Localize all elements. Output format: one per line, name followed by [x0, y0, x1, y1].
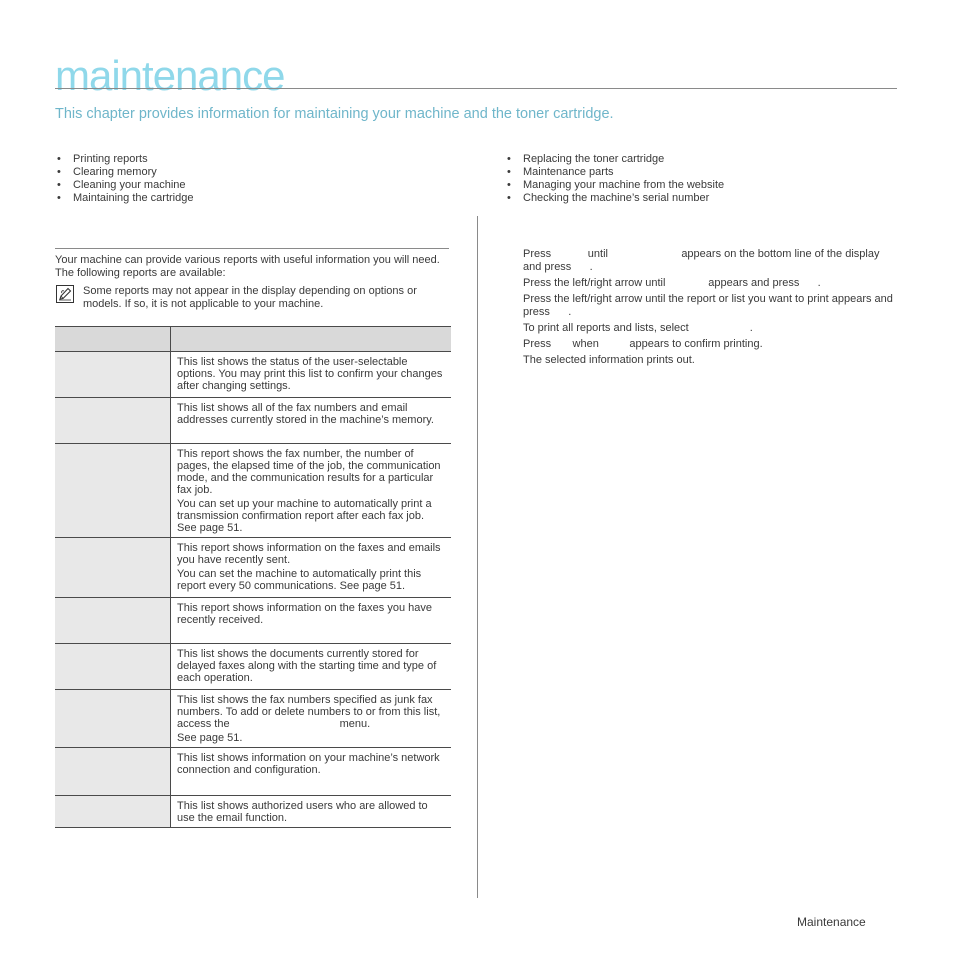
table-row	[55, 538, 451, 598]
table-row	[55, 690, 451, 748]
step-text: The selected information prints out.	[523, 354, 695, 366]
toc-item[interactable]: • Maintaining the cartridge	[55, 192, 193, 205]
reports-lead-text: Your machine can provide various reports with useful information you will need. The following reports are available:	[55, 254, 440, 279]
report-name-cell	[55, 690, 171, 748]
toc-item[interactable]: • Replacing the toner cartridge	[505, 153, 724, 166]
report-desc-text: You can set the machine to automatically print this report every 50 communications. See page 51.	[177, 568, 422, 592]
column-divider	[477, 216, 478, 898]
table-row	[55, 398, 451, 444]
report-name-cell	[55, 598, 171, 644]
page-footer: Maintenance	[797, 915, 866, 929]
report-desc-cell	[171, 748, 452, 796]
title-divider	[55, 88, 897, 89]
toc-item[interactable]: • Checking the machine’s serial number	[505, 192, 724, 205]
step-text: Press until appears on the bottom line of the display and press .	[523, 248, 883, 273]
report-desc-cell	[171, 690, 452, 748]
table-header-row	[55, 327, 451, 352]
table-row	[55, 748, 451, 796]
report-desc-text: This list shows the documents currently stored for delayed faxes along with the starting time and type of each operation.	[177, 648, 437, 684]
report-name-cell	[55, 398, 171, 444]
report-desc-text: This report shows information on the faxes and emails you have recently sent.	[177, 542, 441, 566]
toc-item[interactable]: • Cleaning your machine	[55, 179, 193, 192]
report-desc-text: See page 51.	[177, 732, 243, 744]
report-desc-text: You can set up your machine to automatically print a transmission confirmation report after each fax job. See page 51.	[177, 498, 432, 534]
toc-item[interactable]: • Clearing memory	[55, 166, 193, 179]
reports-table	[55, 326, 451, 828]
note-text: Some reports may not appear in the display depending on options or models. If so, it is not applicable to your machine.	[83, 285, 417, 310]
report-desc-text: This report shows the fax number, the number of pages, the elapsed time of the job, the communication mode, and the communication results for a particular fax job.	[177, 448, 441, 496]
report-desc-cell	[171, 538, 452, 598]
report-desc-text: This list shows information on your machine’s network connection and configuration.	[177, 752, 440, 776]
report-name-cell	[55, 444, 171, 538]
report-desc-text: This list shows the fax numbers specified as junk fax numbers. To add or delete numbers to or from this list, access the menu.	[177, 694, 444, 730]
step-text: Press the left/right arrow until appears and press .	[523, 277, 821, 289]
report-name-cell	[55, 748, 171, 796]
table-row	[55, 352, 451, 398]
report-name-cell	[55, 796, 171, 828]
step-text: Press when appears to confirm printing.	[523, 338, 763, 350]
table-row	[55, 796, 451, 828]
report-desc-cell	[171, 352, 452, 398]
table-row	[55, 598, 451, 644]
table-row	[55, 644, 451, 690]
report-name-cell	[55, 352, 171, 398]
section-divider	[55, 248, 449, 249]
table-row	[55, 444, 451, 538]
table-header-cell	[55, 327, 171, 352]
report-desc-cell	[171, 398, 452, 444]
toc-item[interactable]: • Printing reports	[55, 153, 193, 166]
report-desc-cell	[171, 598, 452, 644]
report-desc-cell	[171, 644, 452, 690]
chapter-title: maintenance	[55, 52, 285, 99]
chapter-intro: This chapter provides information for maintaining your machine and the toner cartridge.	[55, 106, 614, 122]
report-desc-text: This list shows authorized users who are allowed to use the email function.	[177, 800, 428, 824]
report-desc-cell	[171, 796, 452, 828]
report-name-cell	[55, 538, 171, 598]
report-desc-text: This report shows information on the faxes you have recently received.	[177, 602, 432, 626]
toc-item[interactable]: • Managing your machine from the website	[505, 179, 724, 192]
table-header-cell	[171, 327, 452, 352]
report-desc-text: This list shows the status of the user-selectable options. You may print this list to confirm your changes after changing settings.	[177, 356, 443, 392]
step-text: To print all reports and lists, select .	[523, 322, 753, 334]
print-steps	[523, 248, 898, 370]
toc-list-right	[505, 153, 724, 205]
report-desc-text: This list shows all of the fax numbers and email addresses currently stored in the machine’s memory.	[177, 402, 434, 426]
toc-item[interactable]: • Maintenance parts	[505, 166, 724, 179]
toc-list-left	[55, 153, 193, 205]
step-text: Press the left/right arrow until the report or list you want to print appears and press .	[523, 293, 896, 318]
report-desc-cell	[171, 444, 452, 538]
note-pencil-icon	[56, 285, 74, 303]
report-name-cell	[55, 644, 171, 690]
